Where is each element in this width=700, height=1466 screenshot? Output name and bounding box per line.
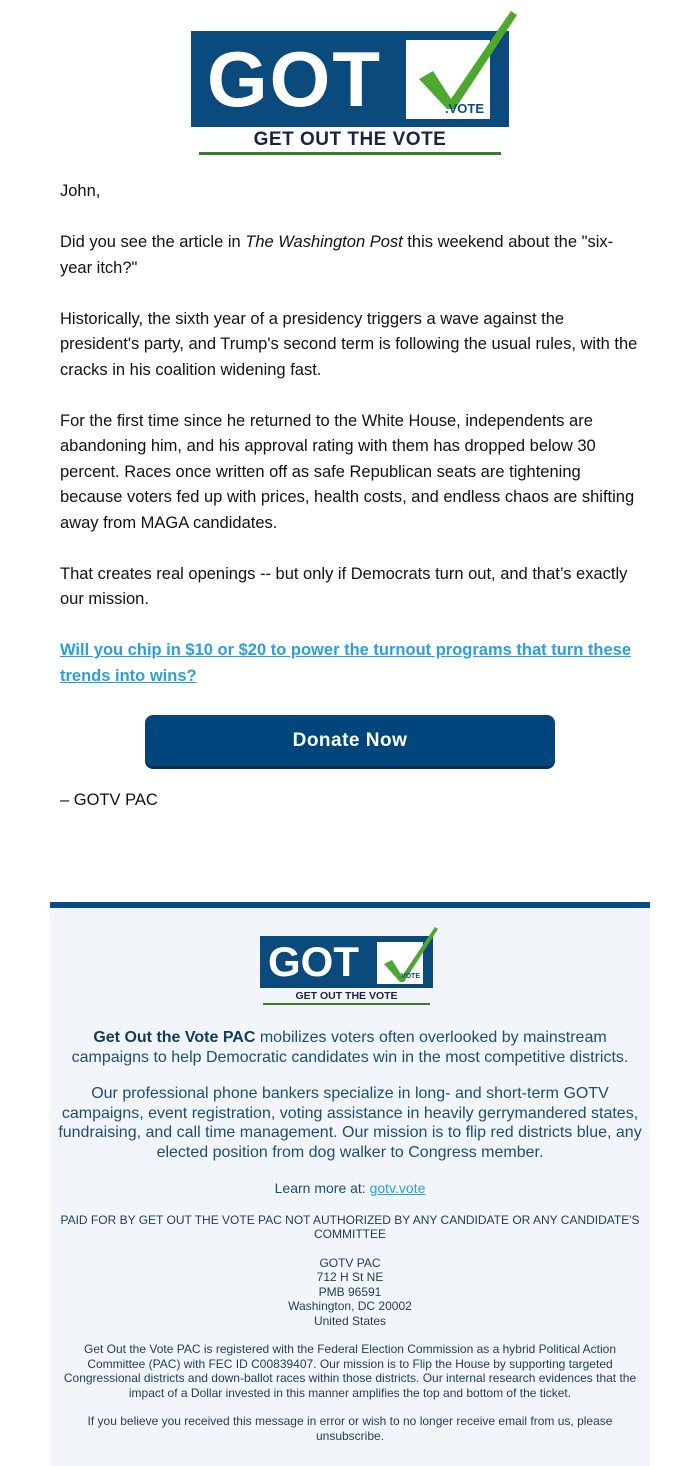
email-body (60, 179, 640, 814)
address: GOTV PAC 712 H St NE PMB 96591 Washington, DC 20002 United States (288, 1255, 412, 1328)
paragraph: For the first time since he returned to the White House, independents are abandoning him, and his approval rating with them has dropped below 30 percent. Races once written off as safe Republican seats are tightening because voters fed up with prices, health costs, and endless chaos are shifting away from MAGA candidates. (60, 411, 635, 532)
fec-disclaimer: Get Out the Vote PAC is registered with the Federal Election Commission as a hybrid Political Action Committee (PAC) with FEC ID C00839407. Our mission is to Flip the House by supporting targeted Congressional districts and down-ballot races within those districts. Our internal research evidences that the impact of a Dollar invested in this manner amplifies the top and bottom of the ticket. (63, 1342, 637, 1400)
paid-for-disclaimer: PAID FOR BY GET OUT THE VOTE PAC NOT AUTHORIZED BY ANY CANDIDATE OR ANY CANDIDATE'S COMMITTEE (60, 1212, 640, 1241)
footer-mission: Our professional phone bankers specialize in long- and short-term GOTV campaigns, event registration, voting assistance in heavily gerrymandered states, fundraising, and call time management. Our mission is to flip red districts blue, any elected position from dog walker to Congress member. (58, 1085, 642, 1161)
paragraph: Historically, the sixth year of a presidency triggers a wave against the president's party, and Trump's second term is following the usual rules, with the cracks in his coalition widening fast. (60, 309, 638, 379)
signature: – GOTV PAC (60, 791, 158, 809)
donate-cta-link[interactable]: Will you chip in $10 or $20 to power the turnout programs that turn these trends into wins? (60, 641, 631, 685)
unsubscribe-link[interactable]: unsubscribe (315, 1428, 381, 1443)
greeting: John, (60, 182, 101, 200)
checkmark-icon (411, 9, 521, 109)
donate-now-button[interactable]: Donate Now (145, 715, 555, 769)
gotv-logo: GOT .VOTE GET OUT THE VOTE (191, 9, 521, 159)
footer-about: Get Out the Vote PAC mobilizes voters often overlooked by mainstream campaigns to help Democratic candidates win in the most competitive districts. (71, 1029, 629, 1066)
unsubscribe-notice: If you believe you received this message in error or wish to no longer receive email from us, please unsubscribe. (87, 1414, 613, 1443)
footer (50, 902, 650, 1466)
learn-more: Learn more at: gotv.vote (274, 1180, 426, 1196)
gotv-link[interactable]: gotv.vote (369, 1180, 426, 1196)
paragraph: That creates real openings -- but only if Democrats turn out, and that’s exactly our mission. (60, 564, 628, 608)
paragraph: Did you see the article in The Washington Post this weekend about the "six-year itch?" (60, 233, 614, 277)
footer-logo: GOT .VOTE GET OUT THE VOTE (260, 926, 440, 1008)
